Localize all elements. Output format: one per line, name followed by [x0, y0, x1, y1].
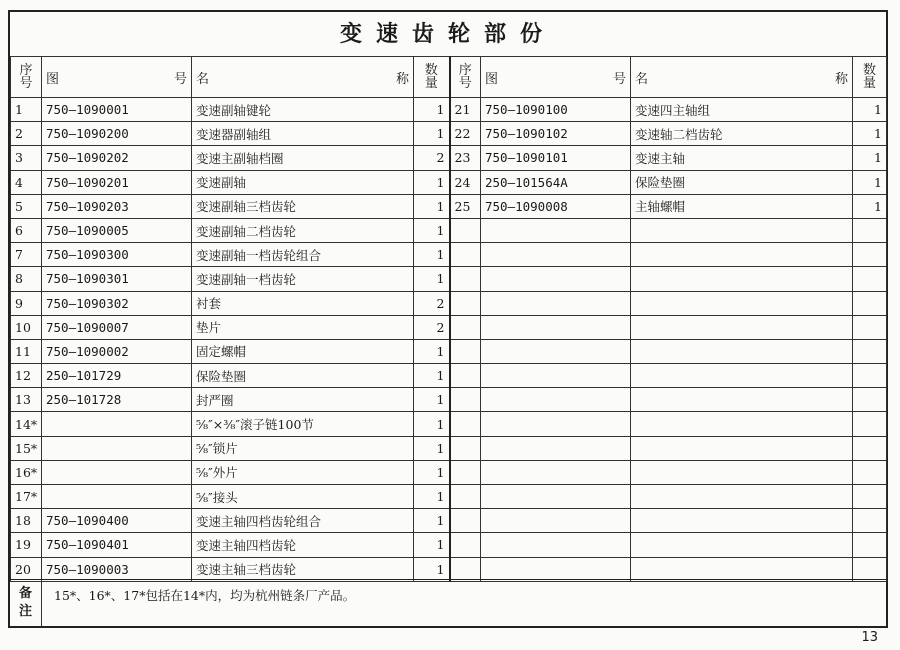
- cell-name: 变速副轴三档齿轮: [192, 194, 414, 218]
- cell-no: 19: [11, 533, 42, 557]
- cell-no: [450, 388, 481, 412]
- table-row: [11, 170, 887, 194]
- cell-code: [481, 509, 631, 533]
- cell-name: [631, 485, 853, 509]
- table-row: [11, 412, 887, 436]
- cell-code: [481, 315, 631, 339]
- cell-code: [481, 267, 631, 291]
- cell-qty: 2: [414, 291, 450, 315]
- cell-name: 变速副轴一档齿轮组合: [192, 243, 414, 267]
- header-code: 图 号: [481, 57, 631, 98]
- cell-qty: [853, 267, 887, 291]
- cell-name: [631, 388, 853, 412]
- cell-code: [481, 218, 631, 242]
- table-row: [11, 339, 887, 363]
- cell-no: [450, 460, 481, 484]
- cell-no: 22: [450, 122, 481, 146]
- cell-qty: 1: [853, 146, 887, 170]
- table-row: [11, 364, 887, 388]
- cell-name: [631, 364, 853, 388]
- cell-qty: [853, 436, 887, 460]
- cell-no: 11: [11, 339, 42, 363]
- cell-qty: 1: [414, 436, 450, 460]
- cell-no: [450, 243, 481, 267]
- cell-no: [450, 557, 481, 581]
- cell-qty: 1: [414, 170, 450, 194]
- cell-name: 变速副轴二档齿轮: [192, 218, 414, 242]
- cell-no: 20: [11, 557, 42, 581]
- cell-qty: 1: [853, 122, 887, 146]
- cell-code: 250—101728: [42, 388, 192, 412]
- cell-no: 13: [11, 388, 42, 412]
- cell-name: ⅝″锁片: [192, 436, 414, 460]
- cell-code: 750—1090302: [42, 291, 192, 315]
- cell-qty: [853, 460, 887, 484]
- cell-qty: [853, 291, 887, 315]
- cell-no: 9: [11, 291, 42, 315]
- cell-code: 750—1090008: [481, 194, 631, 218]
- table-row: [11, 267, 887, 291]
- cell-no: [450, 291, 481, 315]
- cell-name: [631, 509, 853, 533]
- cell-qty: [853, 388, 887, 412]
- cell-name: 变速主轴四档齿轮: [192, 533, 414, 557]
- cell-no: [450, 218, 481, 242]
- cell-code: 750—1090007: [42, 315, 192, 339]
- cell-name: 变速副轴键轮: [192, 98, 414, 122]
- cell-no: 25: [450, 194, 481, 218]
- cell-qty: 1: [414, 388, 450, 412]
- cell-name: [631, 339, 853, 363]
- cell-no: 5: [11, 194, 42, 218]
- cell-name: [631, 412, 853, 436]
- table-row: [11, 291, 887, 315]
- cell-qty: 1: [414, 364, 450, 388]
- cell-qty: 1: [414, 267, 450, 291]
- parts-table: [10, 56, 887, 582]
- remarks-section: [10, 579, 886, 626]
- table-row: [11, 122, 887, 146]
- cell-no: [450, 339, 481, 363]
- cell-code: [481, 485, 631, 509]
- cell-name: [631, 460, 853, 484]
- table-row: [11, 218, 887, 242]
- table-header-row: [11, 57, 887, 98]
- cell-no: 2: [11, 122, 42, 146]
- header-code: 图 号: [42, 57, 192, 98]
- cell-code: [481, 388, 631, 412]
- cell-no: [450, 436, 481, 460]
- cell-qty: 1: [414, 485, 450, 509]
- cell-code: 750—1090301: [42, 267, 192, 291]
- table-row: [11, 485, 887, 509]
- header-qty: 数 量: [853, 57, 887, 98]
- cell-no: 23: [450, 146, 481, 170]
- cell-code: [42, 460, 192, 484]
- cell-no: [450, 485, 481, 509]
- cell-qty: [853, 412, 887, 436]
- cell-no: [450, 315, 481, 339]
- cell-no: [450, 509, 481, 533]
- table-row: [11, 315, 887, 339]
- cell-code: 750—1090300: [42, 243, 192, 267]
- cell-no: 16*: [11, 460, 42, 484]
- cell-qty: 1: [414, 122, 450, 146]
- cell-no: [450, 267, 481, 291]
- cell-no: 7: [11, 243, 42, 267]
- cell-no: 6: [11, 218, 42, 242]
- cell-code: 750—1090102: [481, 122, 631, 146]
- cell-code: [481, 291, 631, 315]
- cell-name: [631, 436, 853, 460]
- cell-qty: 1: [414, 339, 450, 363]
- cell-code: 750—1090203: [42, 194, 192, 218]
- cell-no: [450, 412, 481, 436]
- cell-no: 1: [11, 98, 42, 122]
- cell-qty: 2: [414, 146, 450, 170]
- cell-name: 变速四主轴组: [631, 98, 853, 122]
- cell-no: 14*: [11, 412, 42, 436]
- cell-name: ⅝″×⅜″滚子链100节: [192, 412, 414, 436]
- cell-qty: 1: [414, 218, 450, 242]
- cell-qty: 1: [853, 170, 887, 194]
- cell-code: [481, 339, 631, 363]
- cell-name: [631, 533, 853, 557]
- cell-name: 固定螺帽: [192, 339, 414, 363]
- cell-no: 21: [450, 98, 481, 122]
- table-row: [11, 460, 887, 484]
- header-no: 序 号: [11, 57, 42, 98]
- table-row: [11, 436, 887, 460]
- cell-code: [481, 460, 631, 484]
- cell-code: [481, 436, 631, 460]
- cell-name: 垫片: [192, 315, 414, 339]
- cell-name: [631, 315, 853, 339]
- header-name: 名 称: [192, 57, 414, 98]
- cell-code: 750—1090100: [481, 98, 631, 122]
- cell-code: [42, 485, 192, 509]
- cell-code: 750—1090400: [42, 509, 192, 533]
- cell-name: ⅝″接头: [192, 485, 414, 509]
- cell-qty: 1: [414, 460, 450, 484]
- cell-code: [42, 412, 192, 436]
- cell-qty: [853, 243, 887, 267]
- cell-name: [631, 291, 853, 315]
- page-title: 变速齿轮部份: [10, 12, 886, 57]
- cell-name: 变速主副轴档圈: [192, 146, 414, 170]
- cell-name: 变速器副轴组: [192, 122, 414, 146]
- cell-code: 750—1090201: [42, 170, 192, 194]
- header-name: 名 称: [631, 57, 853, 98]
- cell-qty: 1: [853, 194, 887, 218]
- cell-qty: [853, 339, 887, 363]
- cell-code: [42, 436, 192, 460]
- parts-sheet: [8, 10, 888, 628]
- cell-code: [481, 412, 631, 436]
- cell-no: [450, 364, 481, 388]
- cell-code: [481, 364, 631, 388]
- cell-qty: [853, 315, 887, 339]
- cell-qty: [853, 364, 887, 388]
- cell-name: 变速轴二档齿轮: [631, 122, 853, 146]
- cell-qty: [853, 485, 887, 509]
- cell-qty: [853, 557, 887, 581]
- cell-name: [631, 557, 853, 581]
- table-row: [11, 243, 887, 267]
- cell-qty: 1: [414, 557, 450, 581]
- cell-no: 24: [450, 170, 481, 194]
- cell-code: [481, 557, 631, 581]
- cell-code: 250—101564A: [481, 170, 631, 194]
- cell-qty: [853, 533, 887, 557]
- cell-code: 750—1090003: [42, 557, 192, 581]
- cell-no: 18: [11, 509, 42, 533]
- table-row: [11, 533, 887, 557]
- cell-qty: 1: [414, 412, 450, 436]
- cell-no: [450, 533, 481, 557]
- cell-no: 12: [11, 364, 42, 388]
- cell-code: [481, 533, 631, 557]
- cell-qty: [853, 509, 887, 533]
- page-number: 13: [861, 630, 878, 645]
- cell-name: 主轴螺帽: [631, 194, 853, 218]
- cell-no: 15*: [11, 436, 42, 460]
- cell-code: 750—1090200: [42, 122, 192, 146]
- remarks-label: 备 注: [10, 580, 42, 626]
- cell-code: [481, 243, 631, 267]
- remarks-text: 15*、16*、17*包括在14*内，均为杭州链条厂产品。: [54, 588, 356, 603]
- cell-qty: 2: [414, 315, 450, 339]
- cell-qty: 1: [414, 243, 450, 267]
- cell-name: 变速副轴一档齿轮: [192, 267, 414, 291]
- cell-code: 750—1090401: [42, 533, 192, 557]
- header-no: 序 号: [450, 57, 481, 98]
- cell-code: 750—1090001: [42, 98, 192, 122]
- header-qty: 数 量: [414, 57, 450, 98]
- cell-qty: 1: [414, 533, 450, 557]
- cell-qty: 1: [414, 509, 450, 533]
- cell-no: 4: [11, 170, 42, 194]
- cell-qty: [853, 218, 887, 242]
- cell-name: [631, 267, 853, 291]
- cell-no: 10: [11, 315, 42, 339]
- cell-name: 衬套: [192, 291, 414, 315]
- cell-name: 变速主轴: [631, 146, 853, 170]
- cell-code: 750—1090005: [42, 218, 192, 242]
- cell-qty: 1: [853, 98, 887, 122]
- table-row: [11, 194, 887, 218]
- table-row: [11, 146, 887, 170]
- table-row: [11, 388, 887, 412]
- cell-no: 3: [11, 146, 42, 170]
- cell-qty: 1: [414, 98, 450, 122]
- table-row: [11, 557, 887, 581]
- cell-name: 变速副轴: [192, 170, 414, 194]
- table-row: [11, 509, 887, 533]
- cell-no: 17*: [11, 485, 42, 509]
- cell-name: [631, 243, 853, 267]
- cell-name: [631, 218, 853, 242]
- cell-code: 750—1090202: [42, 146, 192, 170]
- cell-name: 变速主轴三档齿轮: [192, 557, 414, 581]
- cell-name: 保险垫圈: [631, 170, 853, 194]
- cell-name: 保险垫圈: [192, 364, 414, 388]
- cell-qty: 1: [414, 194, 450, 218]
- cell-code: 750—1090101: [481, 146, 631, 170]
- cell-code: 750—1090002: [42, 339, 192, 363]
- table-row: [11, 98, 887, 122]
- cell-name: 封严圈: [192, 388, 414, 412]
- cell-code: 250—101729: [42, 364, 192, 388]
- cell-no: 8: [11, 267, 42, 291]
- cell-name: 变速主轴四档齿轮组合: [192, 509, 414, 533]
- cell-name: ⅝″外片: [192, 460, 414, 484]
